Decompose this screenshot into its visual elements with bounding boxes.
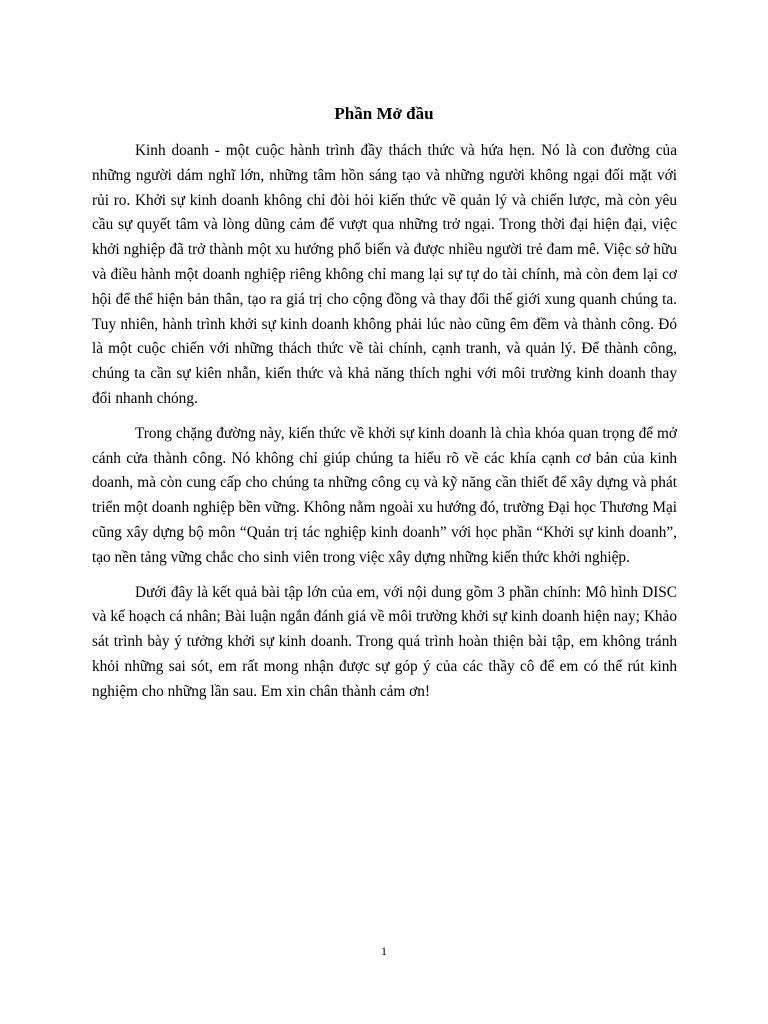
page-title: Phần Mở đầu [334,104,434,123]
document-body [92,139,677,715]
paragraph-1: Kinh doanh - một cuộc hành trình đầy thách thức và hứa hẹn. Nó là con đường của những người dám nghĩ lớn, những tâm hồn sáng tạo và những người không ngại đối mặt với rủi ro. Khởi sự kinh doanh không chỉ đòi hỏi kiến thức về quản lý và chiến lược, mà còn yêu cầu sự quyết tâm và lòng dũng cảm để vượt qua những trở ngại. Trong thời đại hiện đại, việc khởi nghiệp đã trở thành một xu hướng phổ biến và được nhiều người trẻ đam mê. Việc sở hữu và điều hành một doanh nghiệp riêng không chỉ mang lại sự tự do tài chính, mà còn đem lại cơ hội để thể hiện bản thân, tạo ra giá trị cho cộng đồng và thay đổi thế giới xung quanh chúng ta. Tuy nhiên, hành trình khởi sự kinh doanh không phải lúc nào cũng êm đềm và thành công. Đó là một cuộc chiến với những thách thức về tài chính, cạnh tranh, và quản lý. Để thành công, chúng ta cần sự kiên nhẫn, kiến thức và khả năng thích nghi với môi trường kinh doanh thay đổi nhanh chóng. [92,142,677,407]
paragraph-2: Trong chặng đường này, kiến thức về khởi sự kinh doanh là chìa khóa quan trọng để mở cánh cửa thành công. Nó không chỉ giúp chúng ta hiểu rõ về các khía cạnh cơ bản của kinh doanh, mà còn cung cấp cho chúng ta những công cụ và kỹ năng cần thiết để xây dựng và phát triển một doanh nghiệp bền vững. Không nằm ngoài xu hướng đó, trường Đại học Thương Mại cũng xây dựng bộ môn “Quản trị tác nghiệp kinh doanh” với học phần “Khởi sự kinh doanh”, tạo nền tảng vững chắc cho sinh viên trong việc xây dựng những kiến thức khởi nghiệp. [92,424,677,566]
page-number: 1 [381,944,387,958]
paragraph-3: Dưới đây là kết quả bài tập lớn của em, với nội dung gồm 3 phần chính: Mô hình DISC và kế hoạch cá nhân; Bài luận ngắn đánh giá về môi trường khởi sự kinh doanh hiện nay; Khảo sát trình bày ý tưởng khởi sự kinh doanh. Trong quá trình hoàn thiện bài tập, em không tránh khỏi những sai sót, em rất mong nhận được sự góp ý của các thầy cô để em có thể rút kinh nghiệm cho những lần sau. Em xin chân thành cảm ơn! [92,583,677,700]
